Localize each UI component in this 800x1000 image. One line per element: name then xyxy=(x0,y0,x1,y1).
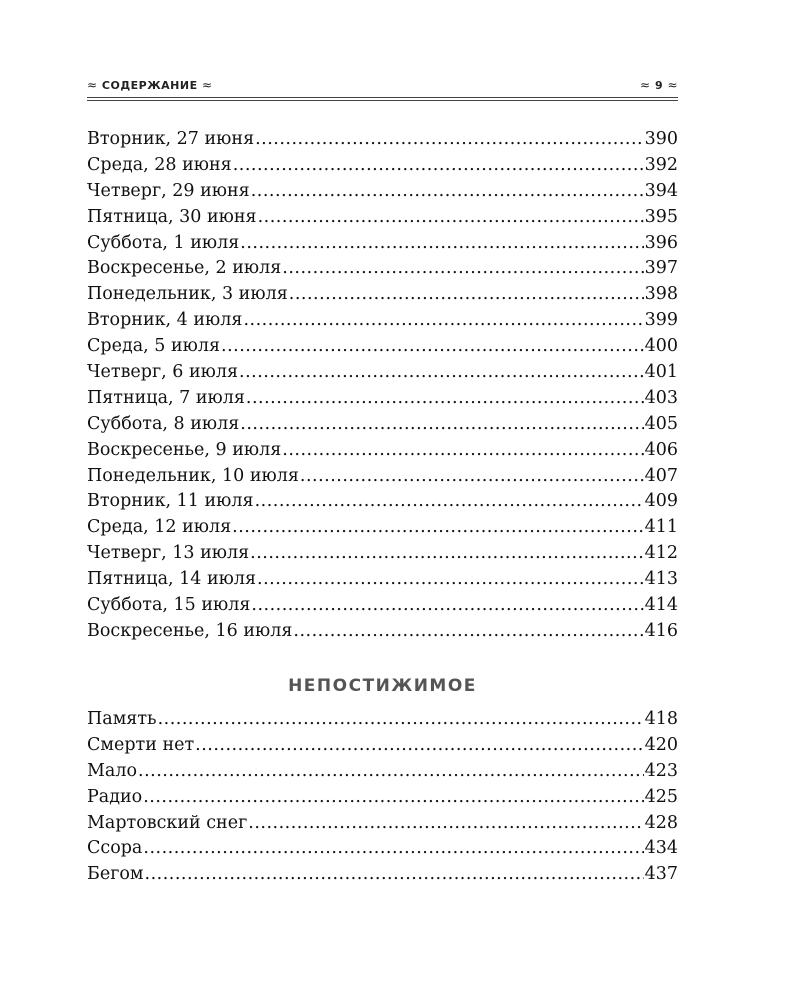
toc-entry-title: Вторник, 11 июля xyxy=(87,491,254,512)
toc-entry-title: Среда, 12 июля xyxy=(87,517,232,538)
toc-entry[interactable] xyxy=(87,515,678,541)
toc-entry-page: 412 xyxy=(644,543,678,564)
toc-entry-title: Понедельник, 10 июля xyxy=(87,465,299,486)
toc-entry-title: Воскресенье, 16 июля xyxy=(87,620,293,641)
toc-entry-page: 392 xyxy=(644,154,678,175)
toc-entry[interactable] xyxy=(87,707,678,733)
header-title: СОДЕРЖАНИЕ xyxy=(101,79,198,92)
toc-dot-leader xyxy=(258,205,644,231)
toc-dot-leader xyxy=(233,153,644,179)
toc-entry-page: 414 xyxy=(644,595,678,616)
toc-entry[interactable] xyxy=(87,862,678,888)
toc-entry[interactable] xyxy=(87,360,678,386)
toc-entry-page: 401 xyxy=(644,362,678,383)
toc-entry-page: 425 xyxy=(644,786,678,807)
toc-dot-leader xyxy=(289,282,644,308)
toc-entry-page: 420 xyxy=(644,734,678,755)
toc-entry[interactable] xyxy=(87,412,678,438)
toc-entry[interactable] xyxy=(87,179,678,205)
toc-dot-leader xyxy=(250,541,643,567)
toc-entry-page: 403 xyxy=(644,387,678,408)
toc-entry-title: Пятница, 7 июля xyxy=(87,387,245,408)
toc-entry[interactable] xyxy=(87,489,678,515)
toc-entry[interactable] xyxy=(87,282,678,308)
toc-entry-page: 418 xyxy=(644,709,678,729)
toc-entry-title: Радио xyxy=(87,786,143,807)
toc-entry[interactable] xyxy=(87,308,678,334)
toc-entry-title: Четверг, 13 июля xyxy=(87,543,250,564)
wave-ornament-icon: ≈ xyxy=(201,78,213,92)
toc-entry[interactable] xyxy=(87,256,678,282)
toc-list-section xyxy=(87,707,678,888)
toc-dot-leader xyxy=(251,593,643,619)
toc-entry-title: Воскресенье, 9 июля xyxy=(87,439,282,460)
toc-dot-leader xyxy=(293,619,643,645)
header-title-group xyxy=(87,78,213,92)
toc-entry-page: 399 xyxy=(644,310,678,331)
toc-entry[interactable] xyxy=(87,593,678,619)
toc-entry[interactable] xyxy=(87,733,678,759)
toc-dot-leader xyxy=(246,386,644,412)
toc-entry-title: Воскресенье, 2 июля xyxy=(87,258,282,279)
toc-dot-leader xyxy=(282,256,643,282)
toc-entry-page: 396 xyxy=(644,232,678,253)
toc-dot-leader xyxy=(240,412,643,438)
toc-entry-page: 394 xyxy=(644,180,678,201)
toc-entry-page: 411 xyxy=(644,517,678,538)
toc-entry-title: Мало xyxy=(87,760,138,781)
toc-entry[interactable] xyxy=(87,759,678,785)
toc-dot-leader xyxy=(143,785,643,811)
section-title: НЕПОСТИЖИМОЕ xyxy=(288,676,477,696)
toc-entry-page: 390 xyxy=(644,129,678,149)
toc-dot-leader xyxy=(239,360,644,386)
toc-dot-leader xyxy=(195,733,643,759)
toc-dot-leader xyxy=(282,438,643,464)
toc-entry[interactable] xyxy=(87,619,678,645)
toc-entry-title: Пятница, 30 июня xyxy=(87,206,257,227)
toc-entry-page: 407 xyxy=(644,465,678,486)
wave-ornament-icon: ≈ xyxy=(87,78,98,92)
toc-entry-page: 405 xyxy=(644,413,678,434)
toc-entry-page: 406 xyxy=(644,439,678,460)
toc-entry[interactable] xyxy=(87,541,678,567)
toc-entry[interactable] xyxy=(87,785,678,811)
toc-entry-page: 400 xyxy=(644,336,678,357)
running-header xyxy=(87,78,678,94)
toc-entry-page: 434 xyxy=(644,838,678,859)
toc-dot-leader xyxy=(255,489,644,515)
toc-entry-page: 437 xyxy=(644,864,678,885)
toc-entry-title: Среда, 5 июля xyxy=(87,336,221,357)
toc-entry-title: Понедельник, 3 июля xyxy=(87,284,288,305)
toc-entry[interactable] xyxy=(87,811,678,837)
wave-ornament-icon: ≈ xyxy=(640,78,651,92)
toc-entry-title: Четверг, 29 июня xyxy=(87,180,250,201)
toc-dot-leader xyxy=(232,515,643,541)
toc-dot-leader xyxy=(251,179,644,205)
toc-entry[interactable] xyxy=(87,127,678,153)
header-rule-bottom xyxy=(87,100,678,101)
toc-entry-title: Пятница, 14 июля xyxy=(87,569,257,590)
toc-entry-title: Суббота, 8 июля xyxy=(87,413,240,434)
header-page-number: 9 xyxy=(654,79,664,92)
toc-entry[interactable] xyxy=(87,836,678,862)
toc-dot-leader xyxy=(138,759,644,785)
toc-entry-title: Ссора xyxy=(87,838,143,859)
toc-entry[interactable] xyxy=(87,567,678,593)
toc-page xyxy=(87,0,678,1000)
toc-entry-title: Суббота, 15 июля xyxy=(87,595,251,616)
toc-entry[interactable] xyxy=(87,386,678,412)
toc-dot-leader xyxy=(143,836,643,862)
toc-entry[interactable] xyxy=(87,464,678,490)
toc-entry-page: 416 xyxy=(644,620,678,641)
toc-dot-leader xyxy=(243,308,643,334)
toc-entry-title: Четверг, 6 июля xyxy=(87,362,239,383)
toc-entry[interactable] xyxy=(87,153,678,179)
toc-entry-page: 395 xyxy=(644,206,678,227)
toc-dot-leader xyxy=(221,334,644,360)
toc-entry-title: Мартовский снег xyxy=(87,812,248,833)
toc-dot-leader xyxy=(145,862,644,888)
toc-dot-leader xyxy=(248,811,643,837)
header-page-group xyxy=(640,78,678,92)
toc-entry-title: Смерти нет xyxy=(87,734,195,755)
toc-entry-page: 409 xyxy=(644,491,678,512)
toc-dot-leader xyxy=(257,567,644,593)
toc-entry-title: Суббота, 1 июля xyxy=(87,232,240,253)
toc-dot-leader xyxy=(240,231,643,257)
toc-entry[interactable] xyxy=(87,438,678,464)
toc-entry-title: Вторник, 27 июня xyxy=(87,129,255,149)
toc-entry-page: 428 xyxy=(644,812,678,833)
toc-entry-page: 397 xyxy=(644,258,678,279)
toc-entry-page: 423 xyxy=(644,760,678,781)
toc-entry-title: Память xyxy=(87,709,157,729)
toc-dot-leader xyxy=(255,127,643,153)
toc-entry[interactable] xyxy=(87,334,678,360)
toc-entry-title: Бегом xyxy=(87,864,144,885)
toc-entry-page: 398 xyxy=(644,284,678,305)
toc-dot-leader xyxy=(300,464,644,490)
toc-entry-title: Вторник, 4 июля xyxy=(87,310,243,331)
header-rule-top xyxy=(87,97,678,98)
toc-entry[interactable] xyxy=(87,231,678,257)
toc-entry[interactable] xyxy=(87,205,678,231)
toc-entry-page: 413 xyxy=(644,569,678,590)
wave-ornament-icon: ≈ xyxy=(667,78,678,92)
toc-entry-title: Среда, 28 июня xyxy=(87,154,232,175)
toc-list-diary xyxy=(87,127,678,645)
toc-dot-leader xyxy=(158,707,644,733)
